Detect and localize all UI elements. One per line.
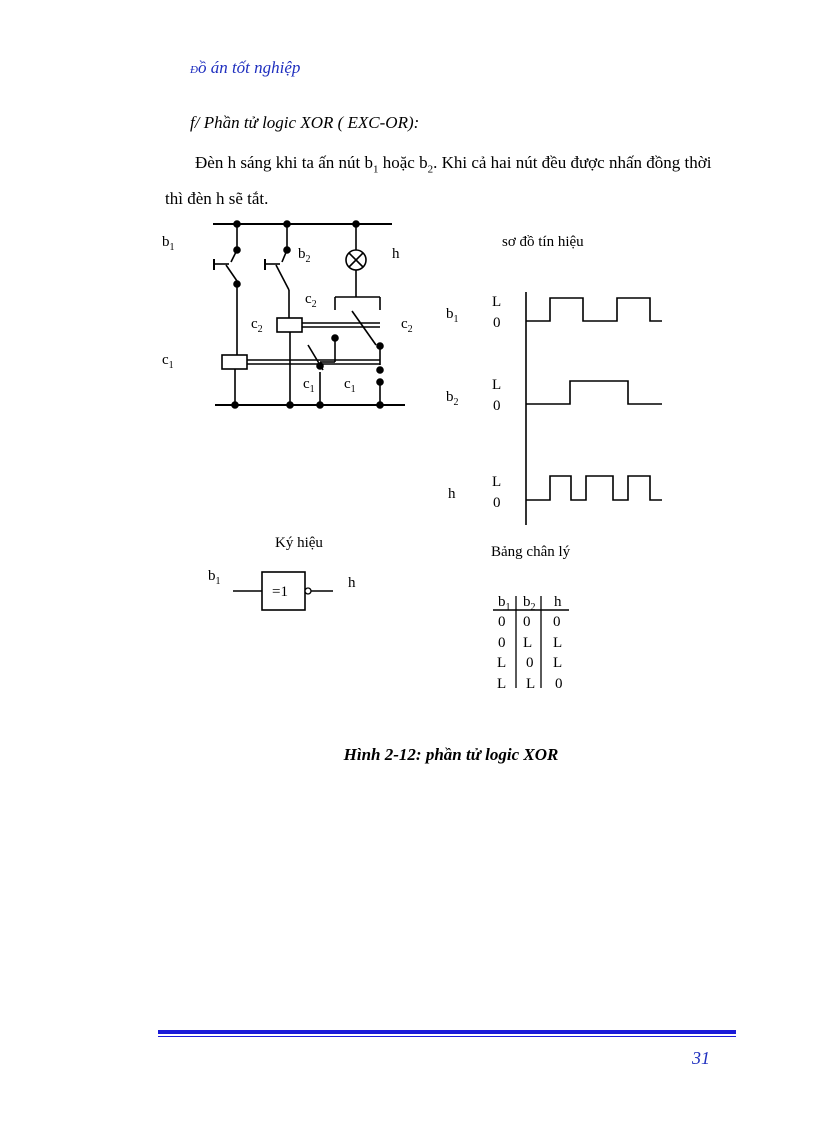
truth-table-cell: L [497, 655, 507, 671]
truth-table-cell: L [497, 676, 507, 692]
truth-table-cell: L [553, 655, 563, 671]
signal-row-b2-name: $b_2$ [446, 389, 459, 408]
signal-row-b1-low: 0 [493, 315, 501, 331]
truth-table-cell: L [553, 635, 563, 651]
signal-diagram [446, 234, 662, 525]
truth-table-cell: 0 [523, 614, 531, 630]
truth-table-header-h: h [554, 594, 562, 610]
figure-caption: Hình 2-12: phần tử logic XOR [343, 745, 559, 764]
signal-row-h-low: 0 [493, 495, 501, 511]
label-b1: $b_1$ [162, 234, 175, 253]
footer-rule-thin [158, 1036, 736, 1037]
label-c1-b: $c_1$ [344, 376, 356, 395]
label-b2: $b_2$ [298, 246, 311, 265]
page-number: 31 [692, 1048, 710, 1068]
label-c1-left: $c_1$ [162, 352, 174, 371]
truth-table-header-b2: $b_2$ [523, 594, 536, 613]
truth-table-cell: 0 [498, 635, 506, 651]
signal-diagram-title: sơ đồ tín hiệu [502, 234, 584, 250]
truth-table-title: Bảng chân lý [491, 544, 571, 560]
description-paragraph: Đèn h sáng khi ta ấn nút $b_1$ hoặc $b_2$. Khi cả hai nút đều được nhấn đồng thời thì đèn h sẽ tắt. [165, 153, 712, 209]
document-header: Đồ án tốt nghiệp [190, 58, 301, 77]
label-c2-top: $c_2$ [305, 291, 317, 310]
signal-row-h-high: L [492, 474, 502, 490]
truth-table-cell: 0 [498, 614, 506, 630]
truth-table-cell: 0 [555, 676, 563, 692]
output-negation-bubble [305, 588, 311, 594]
truth-table-cell: L [526, 676, 536, 692]
symbol-input-b1: $b_1$ [208, 568, 221, 587]
section-title: f/ Phần tử logic XOR ( EXC-OR): [190, 113, 420, 132]
truth-table-cell: 0 [553, 614, 561, 630]
truth-table-cell: 0 [526, 655, 534, 671]
signal-row-b2-low: 0 [493, 398, 501, 414]
truth-table-cell: L [523, 635, 533, 651]
xor-gate-label: =1 [272, 584, 288, 600]
xor-symbol [208, 535, 356, 610]
signal-row-h-name: h [448, 486, 456, 502]
signal-waveform-b1 [526, 298, 662, 321]
signal-row-b2-high: L [492, 377, 502, 393]
truth-table-header-b1: $b_1$ [498, 594, 511, 613]
signal-waveform-h [526, 476, 662, 500]
signal-waveform-b2 [526, 381, 662, 404]
label-h: h [392, 246, 400, 262]
symbol-title: Ký hiệu [275, 535, 323, 551]
label-c1-a: $c_1$ [303, 376, 315, 395]
symbol-output-h: h [348, 575, 356, 591]
truth-table [491, 544, 571, 692]
signal-row-b1-high: L [492, 294, 502, 310]
footer-rule [158, 1030, 736, 1034]
circuit-labels [162, 234, 413, 395]
label-c2-right: $c_2$ [401, 316, 413, 335]
signal-row-b1-name: $b_1$ [446, 306, 459, 325]
label-c2-left: $c_2$ [251, 316, 263, 335]
